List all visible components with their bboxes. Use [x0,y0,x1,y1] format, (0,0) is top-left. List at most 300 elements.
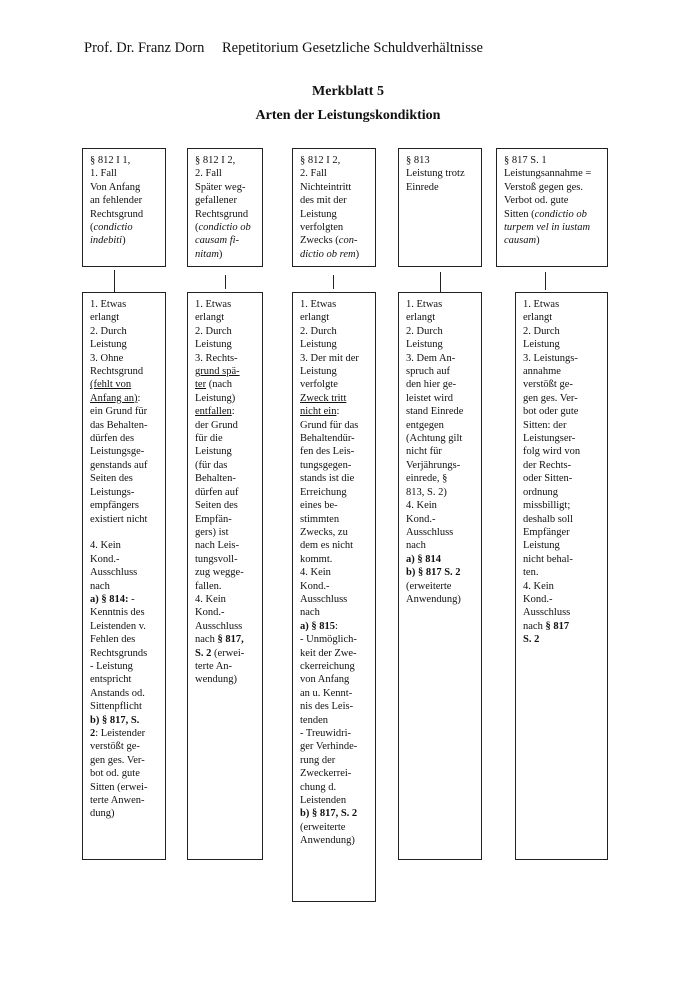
bottom-box-2 [187,292,263,860]
condictio-ob-rem-box-line [300,181,369,194]
condictio-indebiti-box-line [90,181,159,194]
condictio-ob-rem-box-line [300,154,369,167]
requirements-box-3-line [300,526,369,539]
text-run: fallen. [195,580,222,592]
requirements-box-1-line [90,593,159,606]
connector-line-3 [333,275,334,289]
requirements-box-5-line [523,633,601,646]
text-run: ordnung [523,486,558,498]
text-run: oder Sitten- [523,473,573,485]
text-run: nitam [195,248,219,260]
text-run: 2. Fall [300,168,327,180]
text-run: rung der [300,754,336,766]
text-run: - [128,593,135,605]
requirements-box-1-line [90,727,159,740]
text-run: : [335,620,338,632]
requirements-box-2-line [195,486,256,499]
requirements-box-5-line [523,566,601,579]
requirements-box-5-line [523,513,601,526]
top-box-2 [187,148,263,267]
requirements-box-2-line [195,499,256,512]
requirements-box-3-line [300,378,369,391]
bottom-box-1 [82,292,166,860]
text-run: 3. Ohne [90,352,124,364]
text-run: 4. Kein [406,500,437,512]
text-run: Ausschluss [195,620,243,632]
text-run: genstands auf [90,459,148,471]
requirements-box-2-line [195,633,256,646]
leistung-trotz-einrede-box-line [406,167,475,180]
text-run: stand Einrede [406,406,464,418]
text-run: einrede, § [406,473,448,485]
text-run: - Treuwidri- [300,728,352,739]
text-run: Behaltendür- [300,433,355,445]
text-run: nicht ein [300,406,337,418]
requirements-box-1-line [90,687,159,700]
requirements-box-2-line [195,580,256,593]
requirements-box-2-line [195,539,256,552]
requirements-box-4-line [406,593,475,606]
text-run: Rechtsgrund [195,208,249,220]
text-run: nach [195,634,218,646]
condictio-ob-causam-finitam-box-line [195,181,256,194]
requirements-box-1-line [90,714,159,727]
text-run: 4. Kein [90,540,121,552]
text-run: (fehlt von [90,379,132,391]
requirements-box-5-line [523,620,601,633]
requirements-box-4-line [406,352,475,365]
text-run: 2. Durch [195,325,232,337]
text-run: Leistungser- [523,433,576,445]
text-run: ger Verhinde- [300,741,358,753]
requirements-box-1-line [90,432,159,445]
text-run: Ausschluss [90,567,138,579]
requirements-box-5-line [523,338,601,351]
text-run: Verstoß gegen ges. [504,181,584,193]
requirements-box-1-line [90,553,159,566]
text-run: 2. Durch [406,325,443,337]
header-author: Prof. Dr. Franz Dorn [84,40,205,56]
text-run: b) § 817, S. 2 [300,808,358,820]
gesetzesverstoss-box-line [504,154,601,167]
text-run: Leistung [300,366,337,378]
requirements-box-3-line [300,821,369,834]
requirements-box-5-line [523,486,601,499]
text-run: Fehlen des [90,634,136,646]
text-run: : [336,406,340,418]
text-run: (erweiterte [300,821,346,833]
text-run: 1. Etwas [195,299,232,310]
text-run: verstößt ge- [90,741,140,753]
text-run: dürfen des [90,433,135,445]
requirements-box-1-line [90,445,159,458]
text-run: 2. Durch [300,325,337,337]
requirements-box-3-line [300,459,369,472]
text-run: Grund für das [300,419,359,431]
connector-line-1 [114,270,115,292]
text-run: ( [195,222,199,234]
text-run: ) [536,235,540,247]
text-run: Zweckerrei- [300,768,352,780]
text-run: folg wird von [523,446,581,458]
text-run: ckerreichung [300,660,355,672]
requirements-box-1-line [90,580,159,593]
requirements-box-3-line [300,807,369,820]
text-run: Leistung [195,339,232,351]
requirements-box-5-line [523,526,601,539]
condictio-indebiti-box-line [90,154,159,167]
text-run: 4. Kein [300,567,331,579]
requirements-box-3-line [300,606,369,619]
text-run: 3. Leistungs- [523,352,578,364]
requirements-box-2-line [195,513,256,526]
text-run: kommt. [300,553,333,565]
text-run: spruch auf [406,366,451,378]
condictio-indebiti-box-line [90,221,159,234]
condictio-ob-rem-box-line [300,221,369,234]
text-run: dung) [90,808,115,820]
text-run: Kond.- [406,513,436,525]
text-run: der Grund [195,419,238,431]
requirements-box-2-line [195,365,256,378]
requirements-box-2-line [195,432,256,445]
requirements-box-4-line [406,405,475,418]
requirements-box-1-line [90,459,159,472]
requirements-box-3-line [300,513,369,526]
requirements-box-3-line [300,647,369,660]
requirements-box-3-line [300,794,369,807]
requirements-box-5-line [523,593,601,606]
text-run: gen ges. Ver- [523,392,578,404]
requirements-box-2-line [195,566,256,579]
text-run: condictio ob [534,208,587,220]
requirements-box-3-line [300,740,369,753]
requirements-box-4-line [406,499,475,512]
text-run: b) § 817 S. 2 [406,567,461,579]
text-run: (erwei- [211,647,245,659]
text-run: a) § 814: [90,593,129,605]
text-run: a) § 815 [300,620,335,632]
text-run: an fehlender [90,195,143,207]
text-run: chung d. [300,781,337,793]
text-run: § 817, [217,634,244,646]
text-run: Leistung trotz [406,168,465,180]
requirements-box-2-line [195,459,256,472]
requirements-box-4-line [406,445,475,458]
requirements-box-1-line [90,526,159,539]
text-run: Sitten ( [504,208,535,220]
text-run: Von Anfang [90,181,141,193]
requirements-box-4-line [406,365,475,378]
requirements-box-3-line [300,325,369,338]
text-run: Erreichung [300,486,347,498]
text-run: - Leistung [90,660,133,672]
text-run: Empfän- [195,513,232,525]
text-run: 4. Kein [523,580,554,592]
text-run: nach [523,620,546,632]
requirements-box-2-line [195,378,256,391]
requirements-box-5-line [523,553,601,566]
requirements-box-3-line [300,700,369,713]
connector-line-5 [545,272,546,290]
text-run: dem es nicht [300,540,354,552]
requirements-box-3-line [300,432,369,445]
text-run: Leistungsge- [90,446,145,458]
text-run: 2 [90,728,96,739]
condictio-ob-rem-box-line [300,248,369,261]
text-run: nach [406,540,426,552]
requirements-box-1-line [90,338,159,351]
text-run: Leistung [300,339,337,351]
leistung-trotz-einrede-box-line [406,154,475,167]
text-run: 3. Der mit der [300,352,359,364]
requirements-box-3-line [300,660,369,673]
text-run: indebiti [90,235,123,247]
text-run: : [231,406,235,418]
text-run: Anwendung) [406,593,461,605]
requirements-box-3-line [300,472,369,485]
text-run: nis des Leis- [300,701,354,713]
requirements-box-5-line [523,606,601,619]
requirements-box-5-line [523,352,601,365]
requirements-box-1-line [90,633,159,646]
requirements-box-3-line [300,298,369,311]
requirements-box-2-line [195,660,256,673]
text-run: condictio [93,222,133,234]
text-run: § 817 [545,620,570,632]
requirements-box-3-line [300,352,369,365]
text-run: Zweck tritt [300,392,347,404]
text-run: § 813 [406,155,430,166]
text-run: con- [338,235,358,247]
condictio-indebiti-box-line [90,194,159,207]
text-run: ) [122,235,126,247]
gesetzesverstoss-box-line [504,167,601,180]
requirements-box-1-line [90,606,159,619]
requirements-box-4-line [406,432,475,445]
text-run [90,527,93,538]
text-run: dürfen auf [195,486,239,498]
text-run: erlangt [523,312,553,324]
text-run: leistet wird [406,392,453,404]
text-run: den hier ge- [406,379,457,391]
text-run: das Behalten- [90,419,148,431]
text-run: Leistung) [195,392,236,404]
text-run: ) [218,248,223,260]
requirements-box-3-line [300,834,369,847]
requirements-box-1-line [90,365,159,378]
requirements-box-5-line [523,432,601,445]
condictio-ob-rem-box-line [300,167,369,180]
requirements-box-2-line [195,472,256,485]
text-run: tungsvoll- [195,553,238,565]
text-run: § 817 S. 1 [504,155,547,166]
requirements-box-1-line [90,620,159,633]
text-run: tenden [300,714,328,726]
text-run: bot oder gute [523,406,579,418]
text-run: Leistung [523,540,560,552]
requirements-box-2-line [195,647,256,660]
requirements-box-3-line [300,566,369,579]
condictio-ob-causam-finitam-box-line [195,221,256,234]
text-run: 2. Durch [90,325,127,337]
top-box-3 [292,148,376,267]
requirements-box-1-line [90,472,159,485]
requirements-box-5-line [523,378,601,391]
text-run: erlangt [90,312,120,324]
text-run: des mit der [300,195,347,207]
text-run: verfolgte [300,379,338,391]
text-run: (nach [206,379,233,391]
requirements-box-2-line [195,338,256,351]
condictio-ob-rem-box-line [300,234,369,247]
text-run: Ausschluss [300,593,348,605]
text-run: - Unmöglich- [300,634,357,646]
condictio-ob-causam-finitam-box-line [195,194,256,207]
gesetzesverstoss-box-line [504,221,601,234]
page-subtitle: Arten der Leistungskondiktion [255,108,441,123]
text-run: erlangt [300,312,330,324]
text-run: nicht behal- [523,553,573,565]
requirements-box-1-line [90,807,159,820]
text-run: Behalten- [195,473,236,485]
requirements-box-4-line [406,298,475,311]
text-run: Rechtsgrund [90,366,144,378]
condictio-indebiti-box-line [90,167,159,180]
requirements-box-3-line [300,687,369,700]
requirements-box-1-line [90,754,159,767]
requirements-box-4-line [406,392,475,405]
requirements-box-1-line [90,419,159,432]
requirements-box-5-line [523,459,601,472]
requirements-box-1-line [90,647,159,660]
text-run: Leistungsannahme = [504,168,592,180]
text-run: (Achtung gilt [406,433,463,445]
requirements-box-1-line [90,673,159,686]
requirements-box-1-line [90,499,159,512]
requirements-box-3-line [300,311,369,324]
condictio-ob-causam-finitam-box-line [195,208,256,221]
condictio-indebiti-box-line [90,234,159,247]
text-run: Kond.- [90,553,120,565]
requirements-box-5-line [523,499,601,512]
text-run: S. 2 [523,634,540,646]
requirements-box-1-line [90,378,159,391]
text-run: 3. Rechts- [195,352,238,364]
requirements-box-4-line [406,580,475,593]
text-run: : [137,392,141,404]
text-run: terte Anwen- [90,795,145,807]
requirements-box-3-line [300,754,369,767]
text-run: Leistung [406,339,443,351]
requirements-box-3-line [300,486,369,499]
requirements-box-2-line [195,445,256,458]
text-run: Nichteintritt [300,181,352,193]
requirements-box-4-line [406,539,475,552]
requirements-box-2-line [195,526,256,539]
text-run: grund spä- [195,366,240,378]
text-run: 813, S. 2) [406,486,447,498]
requirements-box-3-line [300,338,369,351]
requirements-box-4-line [406,513,475,526]
text-run: nach Leis- [195,540,240,552]
requirements-box-2-line [195,553,256,566]
text-run: ein Grund für [90,406,148,418]
requirements-box-3-line [300,405,369,418]
requirements-box-2-line [195,673,256,686]
text-run: Zwecks ( [300,235,339,247]
requirements-box-5-line [523,472,601,485]
requirements-box-5-line [523,539,601,552]
text-run: ten. [523,567,539,579]
text-run: von Anfang [300,674,350,686]
text-run: erlangt [195,312,225,324]
text-run: fen des Leis- [300,446,355,458]
requirements-box-4-line [406,486,475,499]
requirements-box-1-line [90,392,159,405]
requirements-box-2-line [195,593,256,606]
text-run: Anstands od. [90,687,145,699]
requirements-box-3-line [300,620,369,633]
requirements-box-1-line [90,700,159,713]
requirements-box-1-line [90,405,159,418]
requirements-box-4-line [406,553,475,566]
text-run: Leistung [523,339,560,351]
gesetzesverstoss-box-line [504,234,601,247]
requirements-box-3-line [300,445,369,458]
text-run: Ausschluss [523,607,571,619]
text-run: an u. Kennt- [300,687,353,699]
requirements-box-1-line [90,513,159,526]
text-run: Verjährungs- [406,459,461,471]
condictio-ob-causam-finitam-box-line [195,248,256,261]
requirements-box-3-line [300,781,369,794]
requirements-box-4-line [406,338,475,351]
text-run: entspricht [90,674,132,686]
text-run: Leistenden [300,795,347,807]
text-run: Kenntnis des [90,607,145,619]
text-run: Ausschluss [406,526,454,538]
text-run: Seiten des [90,473,133,485]
text-run: nach [300,607,320,619]
text-run: keit der Zwe- [300,647,357,659]
gesetzesverstoss-box-line [504,181,601,194]
condictio-ob-causam-finitam-box-line [195,154,256,167]
text-run: turpem vel in iustam [504,222,591,234]
requirements-box-3-line [300,633,369,646]
text-run: gefallener [195,195,237,207]
requirements-box-5-line [523,365,601,378]
condictio-ob-causam-finitam-box-line [195,167,256,180]
text-run: : Leistender [95,728,146,739]
connector-line-2 [225,275,226,289]
text-run: Zwecks, zu [300,526,348,538]
text-run: Anfang an) [90,392,138,404]
requirements-box-3-line [300,727,369,740]
requirements-box-1-line [90,325,159,338]
text-run: ter [195,379,207,391]
requirements-box-3-line [300,539,369,552]
text-run: § 812 I 2, [195,155,236,166]
requirements-box-1-line [90,566,159,579]
text-run: a) § 814 [406,553,441,565]
text-run: causam fi- [195,235,240,247]
requirements-box-1-line [90,298,159,311]
text-run: Kond.- [195,607,225,619]
requirements-box-1-line [90,660,159,673]
text-run: Kond.- [523,593,553,605]
requirements-box-3-line [300,580,369,593]
